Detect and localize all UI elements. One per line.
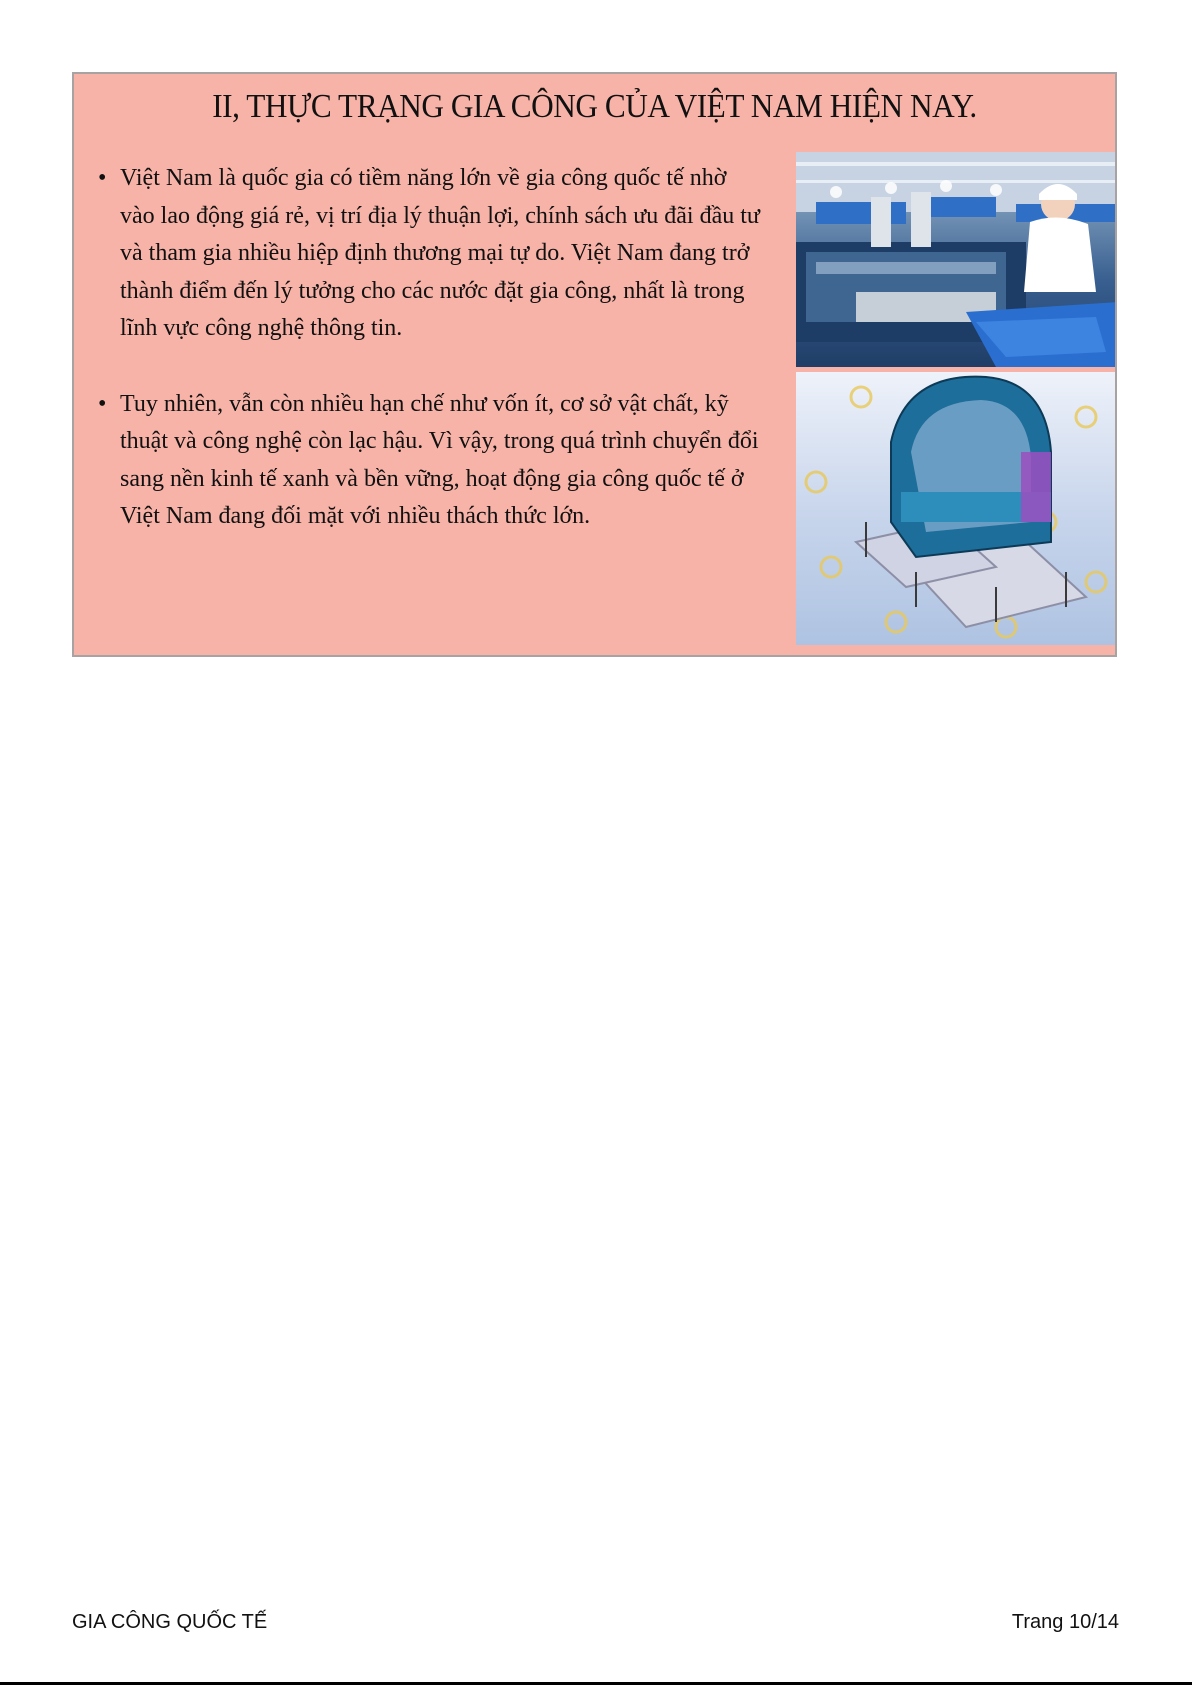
slide-title: II, THỰC TRẠNG GIA CÔNG CỦA VIỆT NAM HIỆN NAY. xyxy=(212,88,977,125)
slide-panel xyxy=(72,72,1117,657)
footer-document-title: GIA CÔNG QUỐC TẾ xyxy=(72,1611,268,1633)
bullet-list xyxy=(94,160,762,574)
bullet-dot-icon: • xyxy=(98,390,107,417)
bullet-item xyxy=(94,160,762,348)
garment-factory-photo xyxy=(796,152,1117,367)
bullet-text: Tuy nhiên, vẫn còn nhiều hạn chế như vốn ít, cơ sở vật chất, kỹ thuật và công nghệ còn lạc hậu. Vì vậy, trong quá trình chuyển đổi sang nền kinh tế xanh và bền vững, hoạt động gia công quốc tế ở Việt Nam đang đối mặt với nhiều thách thức lớn. xyxy=(120,390,759,529)
footer-page-number: Trang 10/14 xyxy=(1011,1611,1119,1633)
bullet-item xyxy=(94,386,762,536)
bullet-text: Việt Nam là quốc gia có tiềm năng lớn về gia công quốc tế nhờ vào lao động giá rẻ, vị trí địa lý thuận lợi, chính sách ưu đãi đầu tư và tham gia nhiều hiệp định thương mại tự do. Việt Nam đang trở thành điểm đến lý tưởng cho các nước đặt gia công, nhất là trong lĩnh vực công nghệ thông tin. xyxy=(120,165,760,341)
garment-factory-illustration xyxy=(796,152,1117,367)
cad-machine-render xyxy=(796,372,1117,645)
cad-machine-illustration xyxy=(796,372,1117,645)
bullet-dot-icon: • xyxy=(98,165,107,191)
